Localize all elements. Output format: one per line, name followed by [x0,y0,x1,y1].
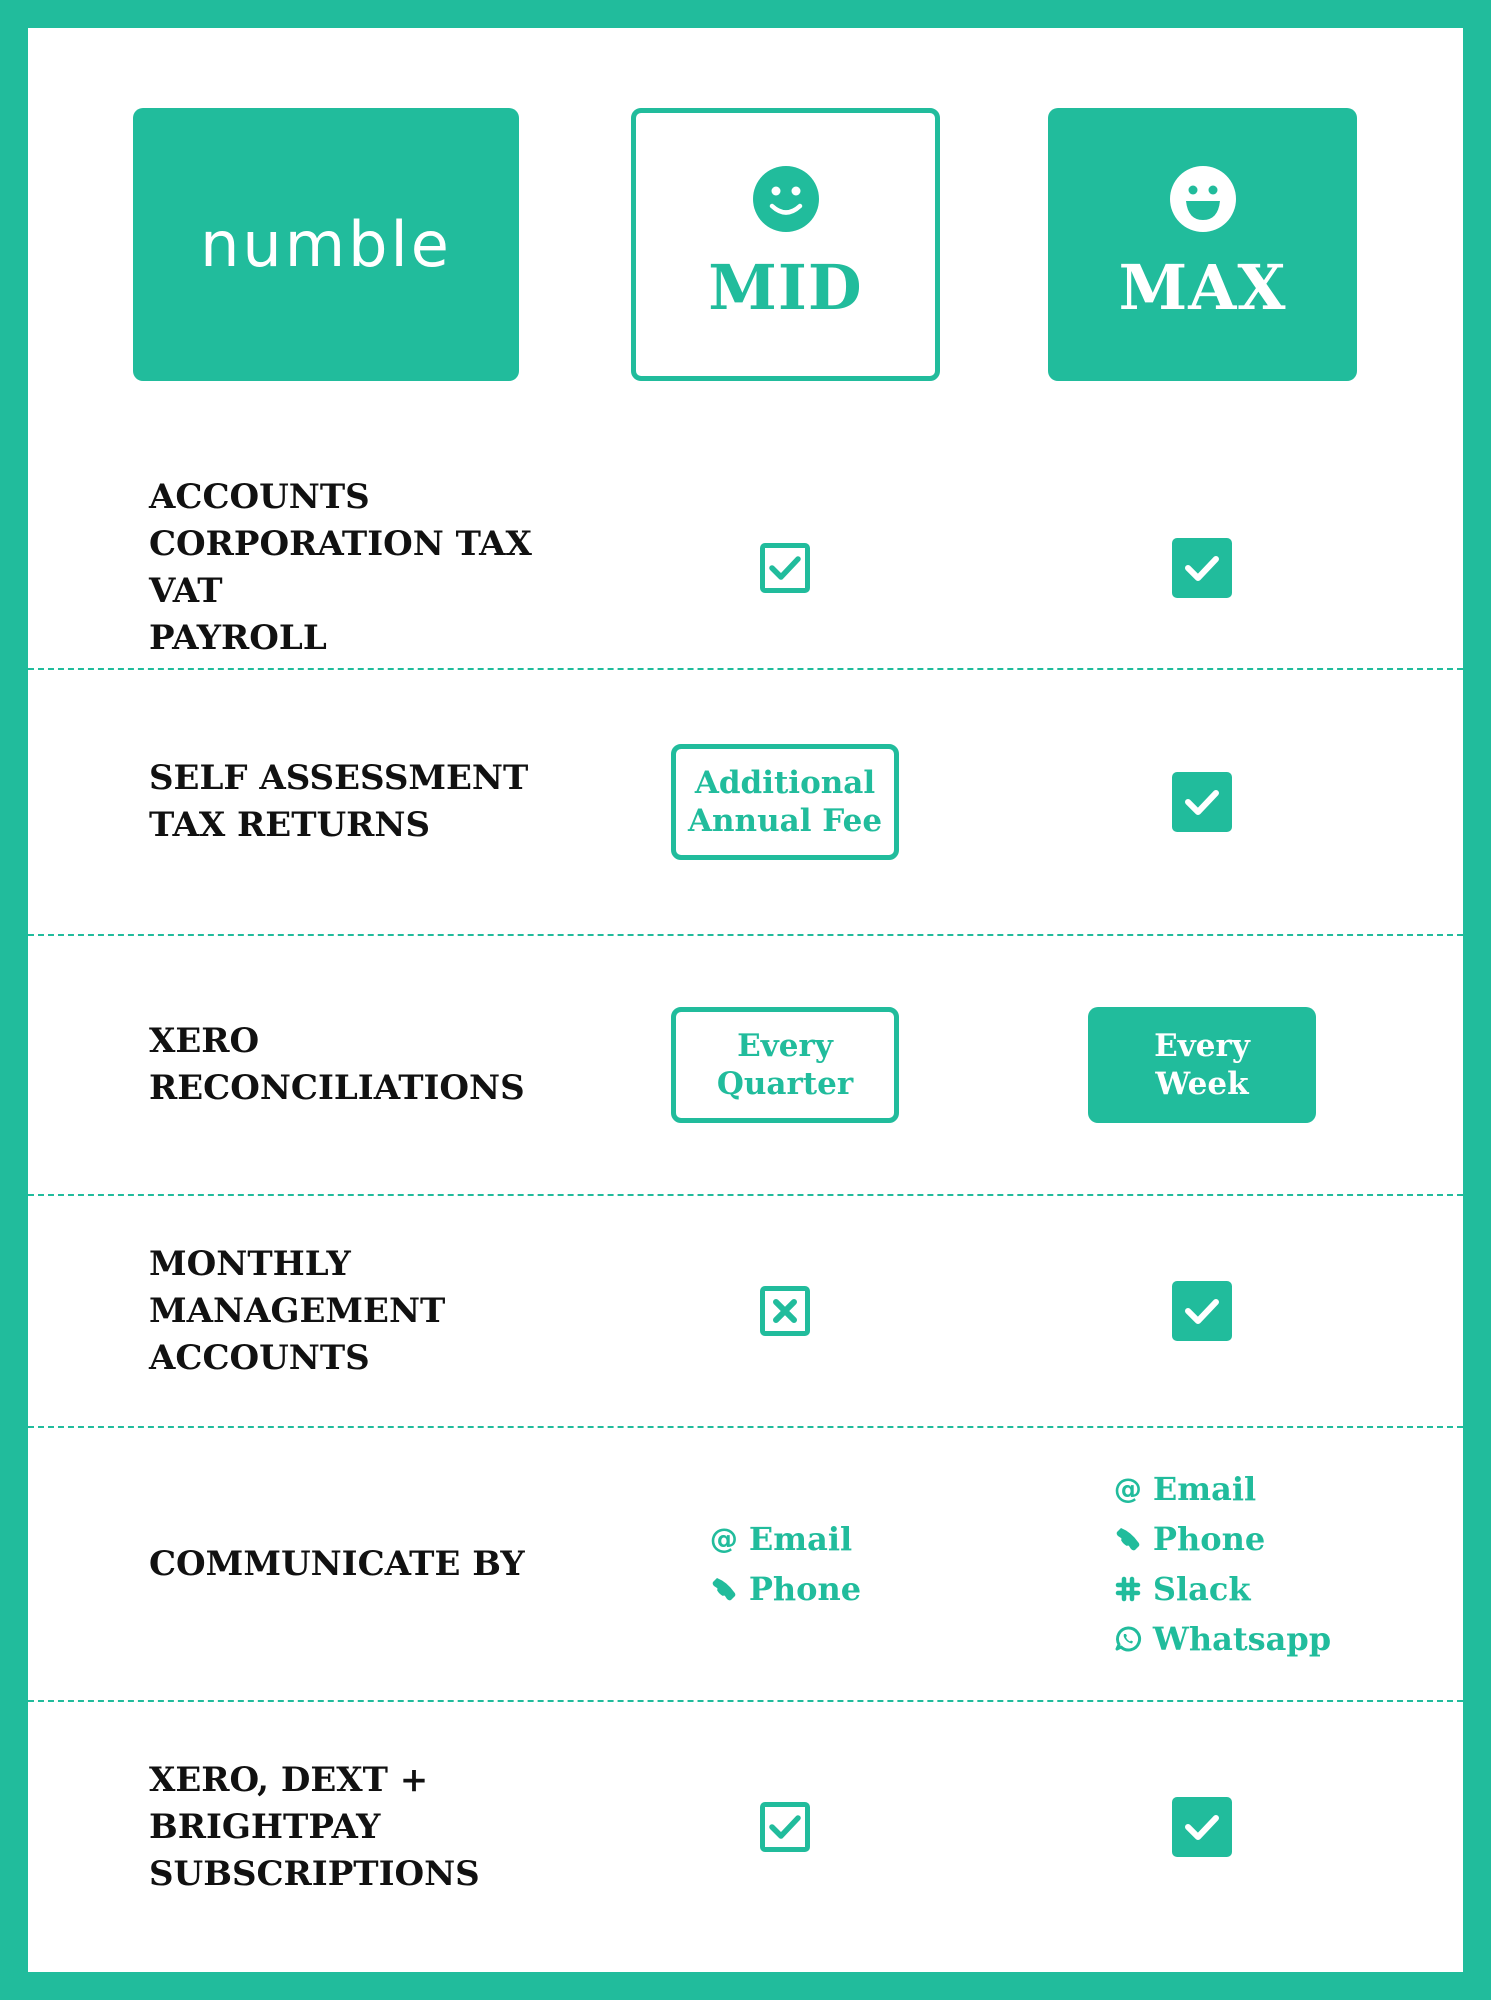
label-line: CORPORATION TAX [149,524,532,564]
cross-outline-icon [760,1286,810,1336]
channel-label: Whatsapp [1152,1620,1332,1658]
check-filled-icon [1172,538,1232,598]
plan-max-name: MAX [1118,251,1287,324]
label-line: XERO, DEXT + [149,1759,429,1800]
plan-mid-name: MID [708,251,863,324]
max-cell [1042,936,1362,1194]
label-line: PAYROLL [149,618,327,658]
channel-label: Phone [748,1570,862,1608]
mid-cell [625,443,945,693]
check-filled-icon [1172,772,1232,832]
logo-text: numble [200,208,452,281]
check-filled-icon [1172,1797,1232,1857]
header [28,28,1463,428]
max-cell [1042,1428,1402,1700]
badge-line: Every [1154,1028,1250,1064]
channel-label: Slack [1152,1570,1251,1608]
mid-cell [625,1702,945,1952]
channel-label: Email [748,1520,853,1558]
phone-icon [709,1574,739,1604]
mid-cell [625,1428,945,1700]
label-line: SUBSCRIPTIONS [149,1853,480,1894]
grin-icon [1169,165,1237,237]
phone-icon [1113,1524,1143,1554]
row-label [149,936,525,1194]
row-label [149,670,528,934]
label-line: BRIGHTPAY [149,1806,381,1847]
label-line: ACCOUNTS [149,477,370,517]
channel-whatsapp [1113,1614,1331,1664]
row-label [149,1702,480,1952]
badge-line: Week [1155,1066,1249,1102]
label-line: XERO [149,1021,260,1061]
at-icon: @ [1113,1472,1142,1505]
whatsapp-icon [1113,1624,1143,1654]
channel-label: Email [1152,1470,1257,1508]
plan-mid-header [631,108,940,381]
row-xero-reconciliations [28,936,1463,1194]
label-line: TAX RETURNS [149,805,431,845]
badge-line: Every [737,1028,833,1064]
at-icon: @ [709,1522,738,1555]
row-communicate [28,1428,1463,1700]
mid-cell [625,670,945,934]
every-week-badge [1088,1007,1316,1123]
max-cell [1042,443,1362,693]
badge-line: Annual Fee [687,803,883,839]
row-accounts [28,443,1463,693]
row-self-assessment [28,670,1463,934]
numble-logo [133,108,519,381]
channel-email [709,1514,861,1564]
row-label [149,443,532,693]
badge-line: Quarter [716,1066,854,1102]
channel-label: Phone [1152,1520,1266,1558]
max-cell [1042,670,1362,934]
check-outline-icon [760,1802,810,1852]
label-line: COMMUNICATE BY [149,1543,525,1584]
label-line: MANAGEMENT [149,1290,446,1331]
channel-phone [1113,1514,1331,1564]
additional-fee-badge [671,744,899,860]
label-line: RECONCILIATIONS [149,1068,525,1108]
check-outline-icon [760,543,810,593]
label-line: ACCOUNTS [149,1337,370,1378]
mid-channel-list [709,1514,861,1614]
row-label [149,1428,525,1700]
plan-max-header [1048,108,1357,381]
slack-icon [1113,1574,1143,1604]
mid-cell [625,936,945,1194]
badge-line: Additional [694,765,876,801]
row-subscriptions [28,1702,1463,1952]
row-monthly-management [28,1196,1463,1426]
mid-cell [625,1196,945,1426]
label-line: SELF ASSESSMENT [149,758,529,798]
max-cell [1042,1702,1362,1952]
comparison-panel [28,28,1463,1972]
max-channel-list [1113,1464,1331,1664]
channel-phone [709,1564,861,1614]
check-filled-icon [1172,1281,1232,1341]
every-quarter-badge [671,1007,899,1123]
channel-slack [1113,1564,1331,1614]
max-cell [1042,1196,1362,1426]
row-label [149,1196,445,1426]
label-line: VAT [149,571,223,611]
label-line: MONTHLY [149,1243,351,1284]
channel-email [1113,1464,1331,1514]
smile-icon [752,165,820,237]
